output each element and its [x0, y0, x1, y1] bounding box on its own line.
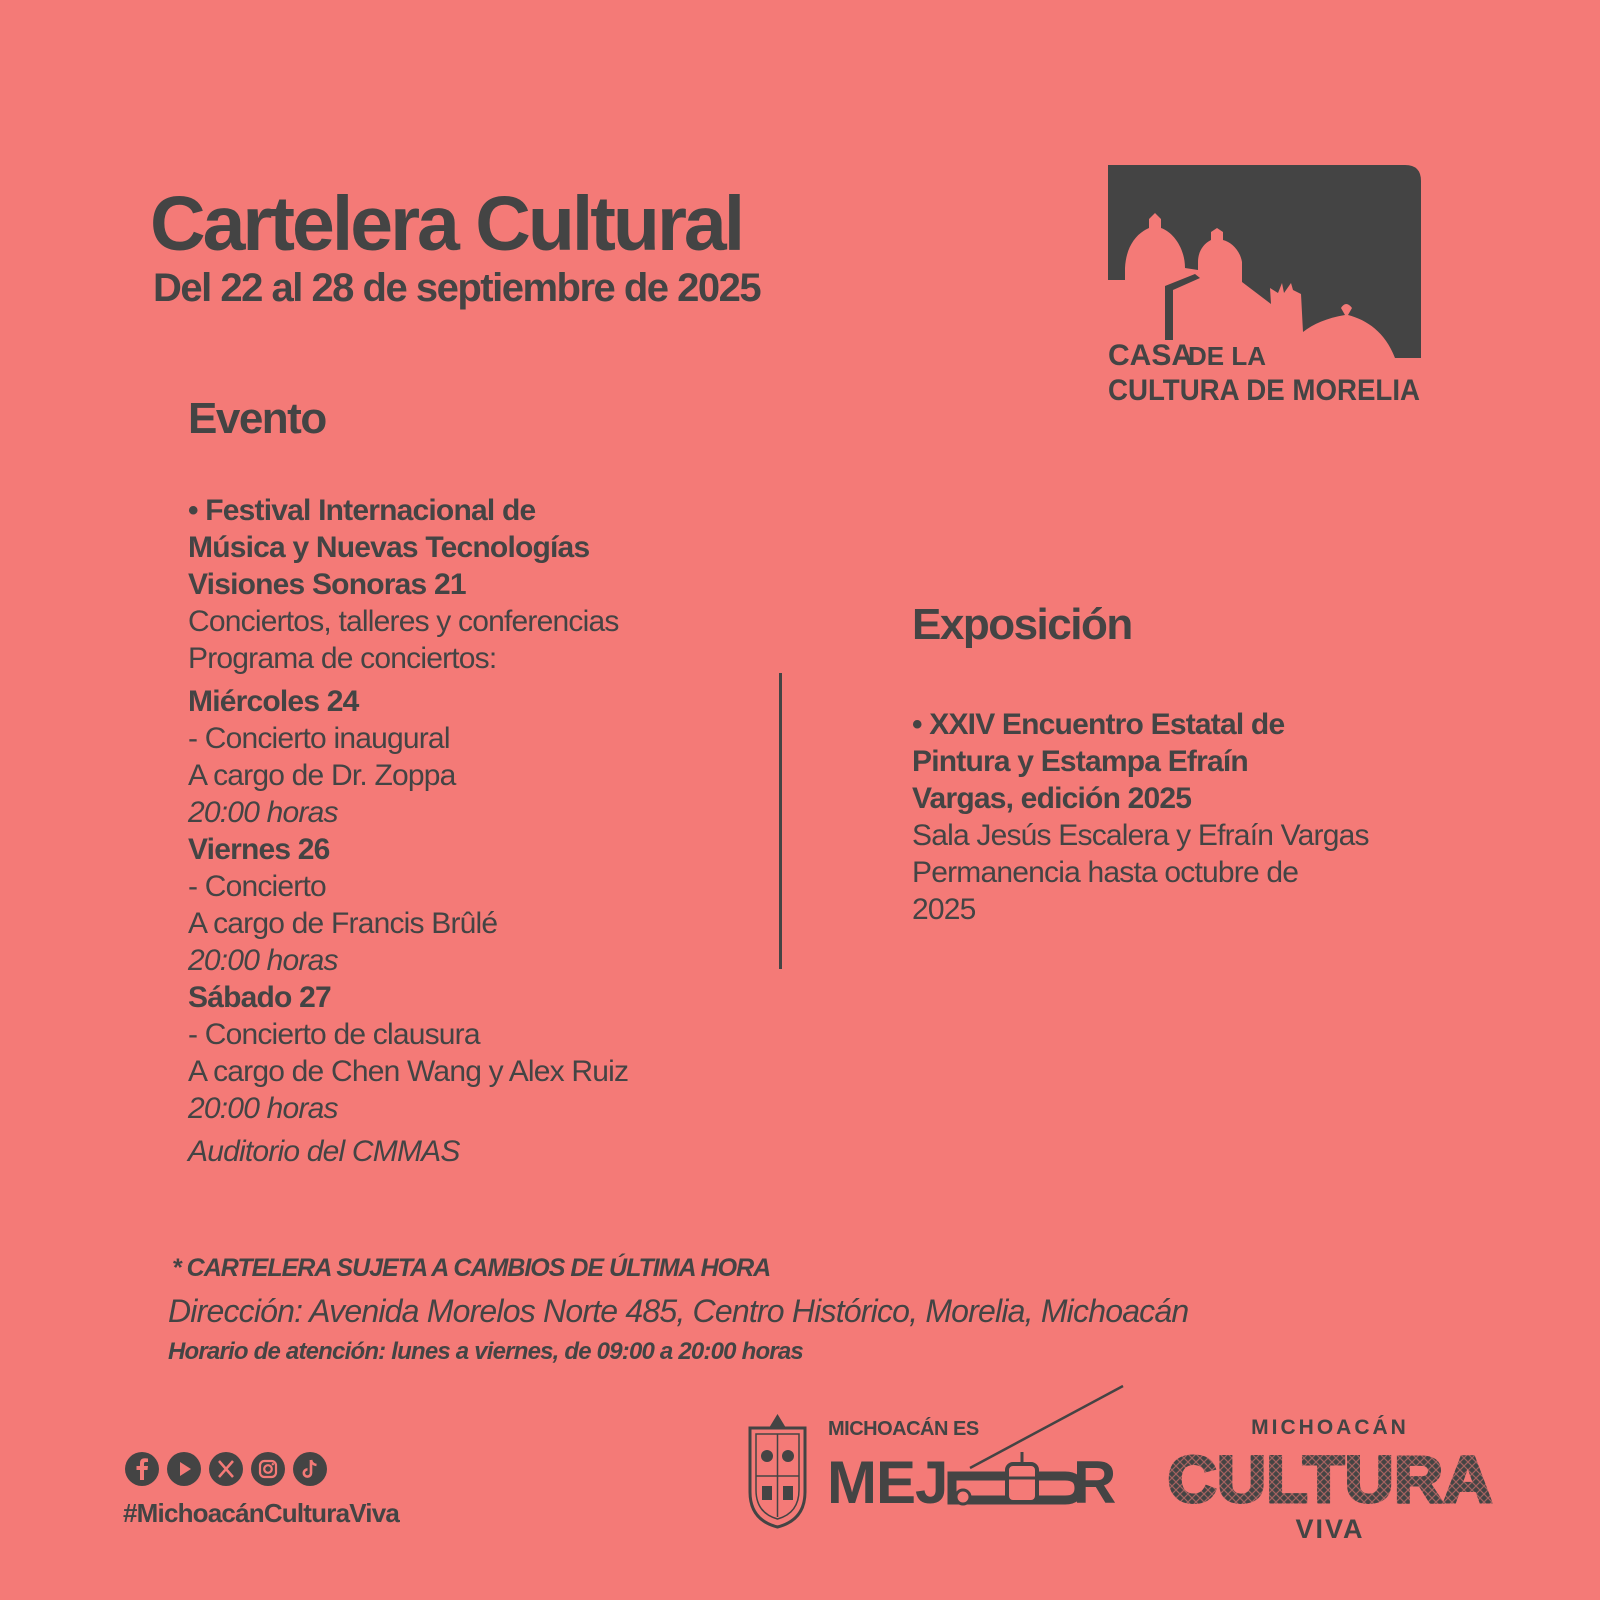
mejor-logo-big-a: MEJ — [827, 1449, 948, 1516]
building-silhouette-icon — [1108, 165, 1421, 358]
concert-time: 20:00 horas — [188, 796, 338, 829]
evento-description: Conciertos, talleres y conferencias — [188, 605, 619, 638]
exposicion-title-line: Pintura y Estampa Efraín — [912, 745, 1248, 778]
page-title: Cartelera Cultural — [150, 181, 743, 267]
social-links — [125, 1452, 327, 1486]
x-icon[interactable] — [209, 1452, 243, 1486]
casa-cultura-logo — [1105, 162, 1425, 402]
evento-details — [188, 492, 748, 1170]
evento-title-line: • Festival Internacional de — [188, 494, 536, 527]
exposicion-stay: Permanencia hasta octubre de — [912, 856, 1299, 889]
evento-title-line: Música y Nuevas Tecnologías — [188, 531, 590, 564]
facebook-icon[interactable] — [125, 1452, 159, 1486]
evento-heading: Evento — [188, 394, 326, 443]
exposicion-title-line: Vargas, edición 2025 — [912, 782, 1192, 815]
exposicion-heading: Exposición — [912, 600, 1132, 649]
concert-performer: A cargo de Francis Brûlé — [188, 907, 498, 940]
instagram-icon[interactable] — [251, 1452, 285, 1486]
concert-performer: A cargo de Chen Wang y Alex Ruiz — [188, 1055, 629, 1088]
address: Dirección: Avenida Morelos Norte 485, Centro Histórico, Morelia, Michoacán — [168, 1293, 1189, 1329]
casa-logo-line1a: CASA — [1108, 339, 1194, 372]
casa-logo-line2: CULTURA DE MORELIA — [1108, 374, 1420, 402]
concert-time: 20:00 horas — [188, 944, 338, 977]
evento-title-line: Visiones Sonoras 21 — [188, 568, 466, 601]
concert-name: - Concierto de clausura — [188, 1018, 480, 1051]
mejor-logo-big-b: R — [1073, 1449, 1117, 1516]
concert-name: - Concierto — [188, 870, 326, 903]
cultura-logo-top: MICHOACÁN — [1251, 1416, 1409, 1439]
casa-logo-line1b: DE LA — [1188, 341, 1266, 371]
day-label: Miércoles 24 — [188, 685, 359, 718]
day-label: Sábado 27 — [188, 981, 331, 1014]
cultura-logo-bottom: VIVA — [1295, 1514, 1365, 1544]
exposicion-title-line: • XXIV Encuentro Estatal de — [912, 708, 1285, 741]
exposicion-details — [912, 706, 1512, 928]
date-range: Del 22 al 28 de septiembre de 2025 — [153, 266, 761, 310]
changes-notice: * CARTELERA SUJETA A CAMBIOS DE ÚLTIMA HORA — [172, 1254, 771, 1282]
michoacan-cultura-viva-logo — [1160, 1410, 1500, 1545]
exposicion-stay: 2025 — [912, 893, 976, 926]
michoacan-es-mejor-logo — [745, 1380, 1130, 1530]
mejor-logo-small: MICHOACÁN ES — [828, 1418, 979, 1440]
evento-venue: Auditorio del CMMAS — [188, 1135, 460, 1168]
program-label: Programa de conciertos: — [188, 642, 497, 675]
concert-time: 20:00 horas — [188, 1092, 338, 1125]
concert-performer: A cargo de Dr. Zoppa — [188, 759, 456, 792]
exposicion-room: Sala Jesús Escalera y Efraín Vargas — [912, 819, 1369, 852]
concert-name: - Concierto inaugural — [188, 722, 450, 755]
youtube-icon[interactable] — [167, 1452, 201, 1486]
day-label: Viernes 26 — [188, 833, 330, 866]
hashtag: #MichoacánCulturaViva — [123, 1498, 400, 1528]
column-divider — [779, 673, 782, 969]
office-hours: Horario de atención: lunes a viernes, de 09:00 a 20:00 horas — [168, 1338, 803, 1365]
coat-of-arms-icon — [750, 1414, 805, 1527]
tiktok-icon[interactable] — [293, 1452, 327, 1486]
